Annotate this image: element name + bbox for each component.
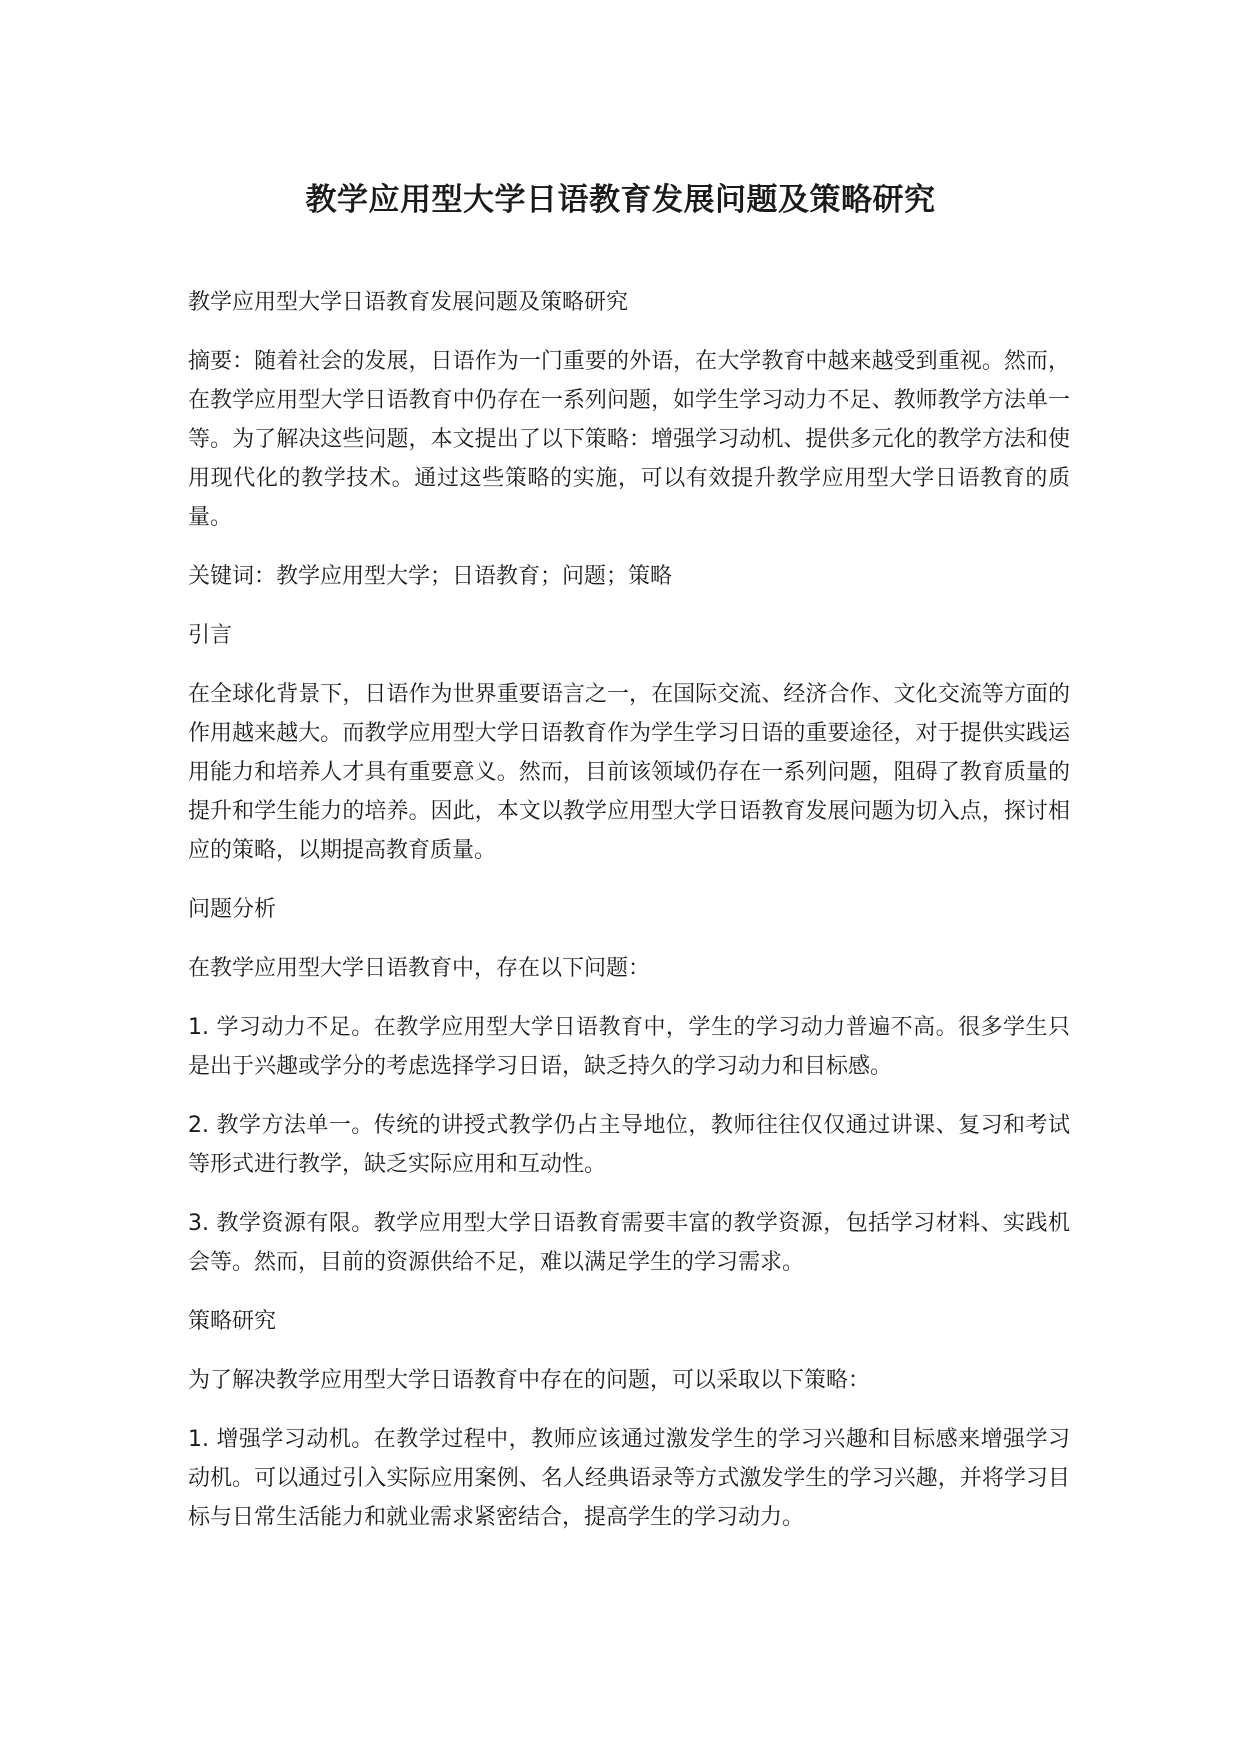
problem-item-1: 1. 学习动力不足。在教学应用型大学日语教育中，学生的学习动力普遍不高。很多学生只是出于兴趣或学分的考虑选择学习日语，缺乏持久的学习动力和目标感。 bbox=[188, 1015, 1070, 1079]
strategy-intro-paragraph: 为了解决教学应用型大学日语教育中存在的问题，可以采取以下策略： bbox=[188, 1368, 871, 1393]
section-heading-strategy: 策略研究 bbox=[188, 1309, 277, 1334]
problem-item-2: 2. 教学方法单一。传统的讲授式教学仍占主导地位，教师往往仅仅通过讲课、复习和考试等形式进行教学，缺乏实际应用和互动性。 bbox=[188, 1113, 1070, 1177]
problem-intro-paragraph: 在教学应用型大学日语教育中，存在以下问题： bbox=[188, 956, 651, 981]
document-title: 教学应用型大学日语教育发展问题及策略研究 bbox=[305, 182, 936, 218]
subtitle-paragraph: 教学应用型大学日语教育发展问题及策略研究 bbox=[188, 290, 629, 315]
section-heading-problem-analysis: 问题分析 bbox=[188, 897, 277, 922]
strategy-item-1: 1. 增强学习动机。在教学过程中，教师应该通过激发学生的学习兴趣和目标感来增强学习动机。可以通过引入实际应用案例、名人经典语录等方式激发学生的学习兴趣，并将学习目标与日常生活能力和就业需求紧密结合，提高学生的学习动力。 bbox=[188, 1427, 1070, 1530]
problem-item-3: 3. 教学资源有限。教学应用型大学日语教育需要丰富的教学资源，包括学习材料、实践机会等。然而，目前的资源供给不足，难以满足学生的学习需求。 bbox=[188, 1211, 1070, 1275]
abstract-paragraph: 摘要：随着社会的发展，日语作为一门重要的外语，在大学教育中越来越受到重视。然而，在教学应用型大学日语教育中仍存在一系列问题，如学生学习动力不足、教师教学方法单一等。为了解决这些问题，本文提出了以下策略：增强学习动机、提供多元化的教学方法和使用现代化的教学技术。通过这些策略的实施，可以有效提升教学应用型大学日语教育的质量。 bbox=[188, 349, 1070, 530]
section-heading-introduction: 引言 bbox=[188, 623, 233, 648]
introduction-paragraph: 在全球化背景下，日语作为世界重要语言之一，在国际交流、经济合作、文化交流等方面的作用越来越大。而教学应用型大学日语教育作为学生学习日语的重要途径，对于提供实践运用能力和培养人才具有重要意义。然而，目前该领域仍存在一系列问题，阻碍了教育质量的提升和学生能力的培养。因此，本文以教学应用型大学日语教育发展问题为切入点，探讨相应的策略，以期提高教育质量。 bbox=[188, 682, 1070, 863]
document-body bbox=[188, 283, 1070, 1557]
keywords-paragraph: 关键词：教学应用型大学；日语教育；问题；策略 bbox=[188, 564, 673, 589]
